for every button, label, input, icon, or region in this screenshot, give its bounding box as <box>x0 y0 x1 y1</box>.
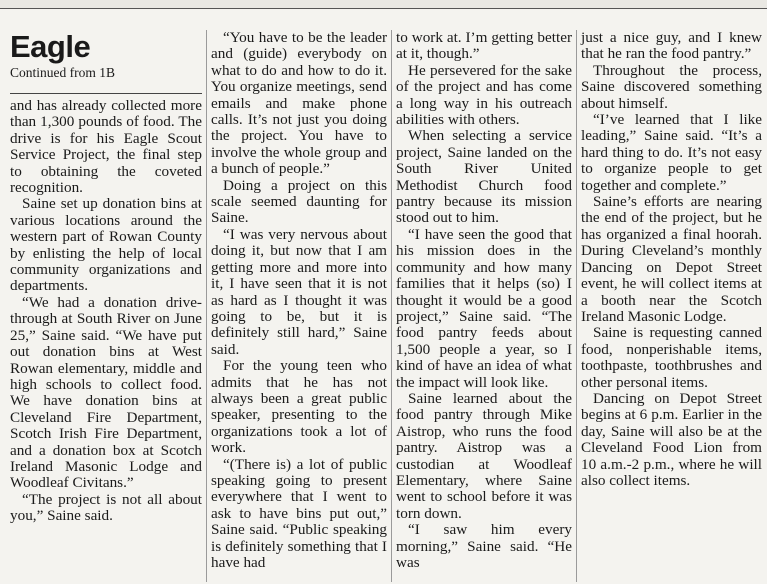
paragraph: just a nice guy, and I knew that he ran the food pantry.” <box>581 30 762 63</box>
page-top-rule <box>0 0 767 9</box>
paragraph: “We had a donation drive-through at South River on June 25,” Saine said. “We have put out donation bins at West Rowan elementary, middle and high schools to collect food. We have donation bins at Cleveland Fire Department, Scotch Irish Fire Department, and a donation box at Scotch Ireland Masonic Lodge and Woodleaf Civitans.” <box>10 293 202 492</box>
paragraph: He persevered for the sake of the project and has come a long way in his outreach abilities with others. <box>396 61 572 129</box>
headline: Eagle <box>10 30 91 64</box>
paragraph: “I was very nervous about doing it, but now that I am getting more and more into it, I have seen that it is not as hard as I thought it was going to be, but it is definitely still hard,” Saine said. <box>211 225 387 358</box>
paragraph: “I’ve learned that I like leading,” Saine said. “It’s a hard thing to do. It’s not easy to organize people to get together and complete.” <box>581 111 762 194</box>
article-column-1 <box>10 30 206 582</box>
paragraph: Throughout the process, Saine discovered something about himself. <box>581 61 762 112</box>
article-column-4 <box>576 30 762 582</box>
paragraph: Saine learned about the food pantry through Mike Aistrop, who runs the food pantry. Aistrop was a custodian at Woodleaf Elementary, where Saine went to school before it was torn down. <box>396 389 572 522</box>
paragraph: Doing a project on this scale seemed daunting for Saine. <box>211 176 387 227</box>
paragraph: Dancing on Depot Street begins at 6 p.m. Earlier in the day, Saine will also be at the Cleveland Food Lion from 10 a.m.-2 p.m., where he will also collect items. <box>581 389 762 489</box>
paragraph: When selecting a service project, Saine landed on the South River United Methodist Church food pantry because its mission stood out to him. <box>396 127 572 227</box>
article-column-2 <box>206 30 391 582</box>
paragraph: “The project is not all about you,” Saine said. <box>10 490 202 525</box>
paragraph: Saine’s efforts are nearing the end of the project, but he has organized a final hoorah. During Cleveland’s monthly Dancing on Depot Street event, he will collect items at a booth near the Scotch Ireland Masonic Lodge. <box>581 193 762 325</box>
paragraph: “You have to be the leader and (guide) everybody on what to do and how to do it. You organize meetings, send emails and make phone calls. It’s not just you doing the project. You have to involve the whole group and a bunch of people.” <box>211 30 387 178</box>
article-page <box>10 30 762 582</box>
paragraph: and has already collected more than 1,300 pounds of food. The drive is for his Eagle Scout Service Project, the final step to obtaining the coveted recognition. <box>10 97 202 197</box>
paragraph: “(There is) a lot of public speaking going to present everywhere that I went to ask to have bins put out,” Saine said. “Public speaking is definitely something that I have had <box>211 455 387 571</box>
paragraph: “I have seen the good that his mission does in the community and how many families that it helps (so) I thought it would be a good project,” Saine said. “The food pantry feeds about 1,500 people a year, so I kind of have an idea of what the impact will look like. <box>396 225 572 391</box>
article-column-3 <box>391 30 576 582</box>
paragraph: to work at. I’m getting better at it, though.” <box>396 30 572 63</box>
paragraph: “I saw him every morning,” Saine said. “He was <box>396 521 572 571</box>
paragraph: Saine is requesting canned food, nonperishable items, toothpaste, toothbrushes and other personal items. <box>581 324 762 391</box>
continued-from-label: Continued from 1B <box>10 65 202 94</box>
paragraph: Saine set up donation bins at various locations around the western part of Rowan County by enlisting the help of local community organizations and departments. <box>10 195 202 295</box>
paragraph: For the young teen who admits that he has not always been a great public speaker, presenting to the organizations took a lot of work. <box>211 357 387 457</box>
